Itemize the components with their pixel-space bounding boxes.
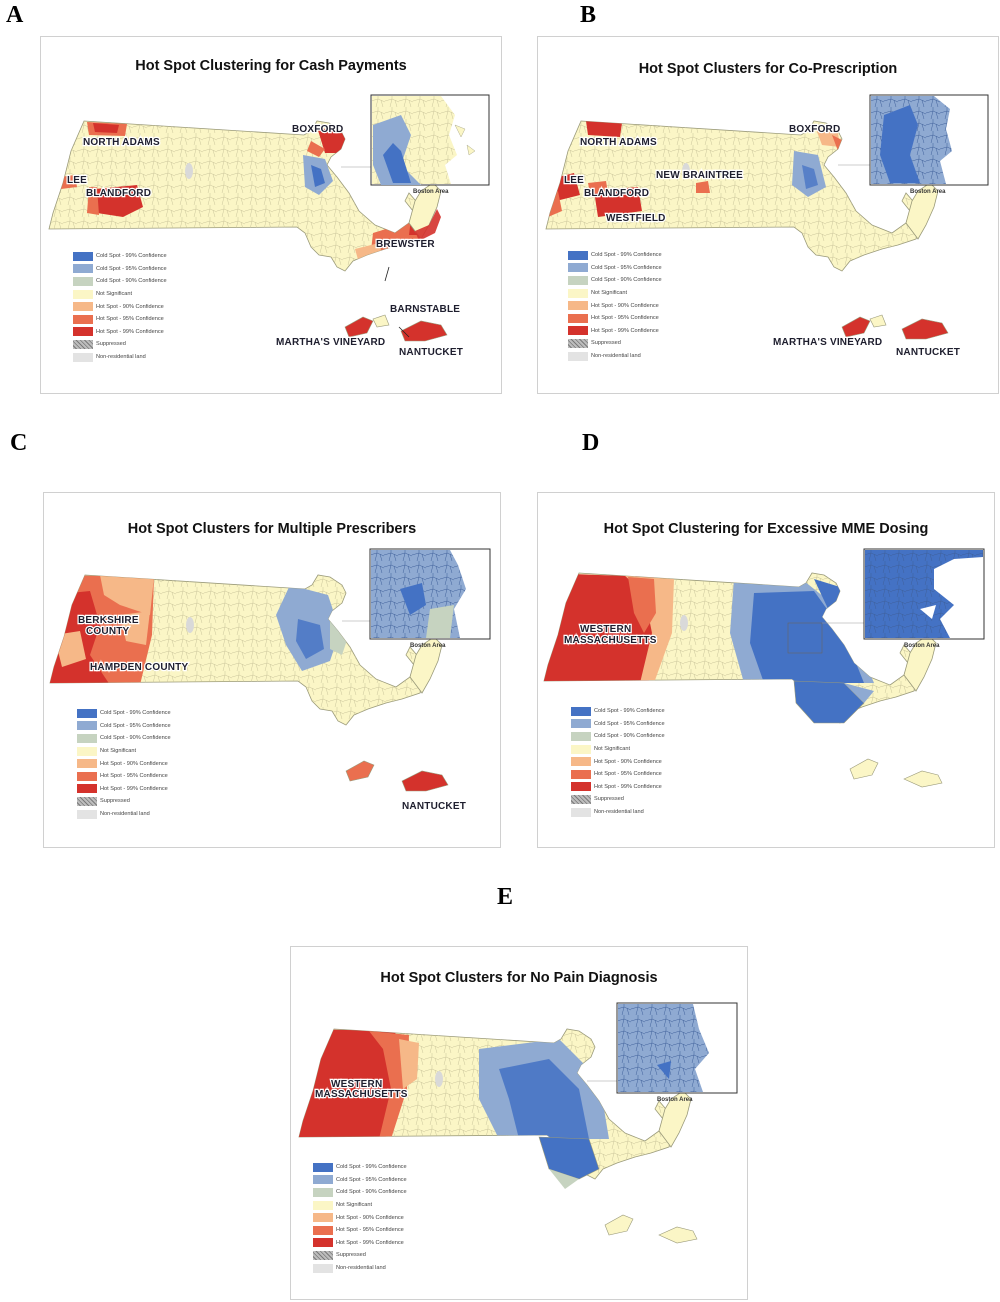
legend-swatch xyxy=(571,808,591,817)
legend-item xyxy=(571,705,665,718)
legend-item xyxy=(77,720,171,733)
legend-swatch xyxy=(571,795,591,804)
panel-b-inset-caption: Boston Area xyxy=(910,189,946,195)
panel-a-legend xyxy=(73,250,167,363)
legend-label: Hot Spot - 95% Confidence xyxy=(336,1227,404,1234)
legend-swatch xyxy=(568,276,588,285)
legend-label: Suppressed xyxy=(336,1252,366,1259)
legend-swatch xyxy=(313,1264,333,1273)
legend-label: Not Significant xyxy=(594,746,631,753)
legend-item xyxy=(313,1262,407,1275)
panel-d-label-western: WESTERN xyxy=(580,624,632,635)
panel-b-title: Hot Spot Clusters for Co-Prescription xyxy=(638,61,898,77)
panel-a-label-nantucket: NANTUCKET xyxy=(399,347,464,358)
panel-b-label-blandford: BLANDFORD xyxy=(584,188,650,199)
legend-swatch xyxy=(313,1163,333,1172)
legend-label: Non-residential land xyxy=(100,811,150,818)
panel-e-letter: E xyxy=(497,884,514,910)
panel-c-title: Hot Spot Clusters for Multiple Prescribers xyxy=(127,521,417,537)
legend-item xyxy=(73,263,167,276)
legend-swatch xyxy=(568,352,588,361)
legend-item xyxy=(571,793,665,806)
legend-item xyxy=(77,745,171,758)
legend-swatch xyxy=(77,734,97,743)
panel-b xyxy=(537,36,999,394)
panel-b-label-westfield: WESTFIELD xyxy=(606,213,666,224)
legend-label: Cold Spot - 95% Confidence xyxy=(100,722,171,729)
legend-label: Hot Spot - 99% Confidence xyxy=(96,328,164,335)
legend-swatch xyxy=(568,301,588,310)
legend-label: Hot Spot - 99% Confidence xyxy=(594,783,662,790)
legend-item xyxy=(313,1237,407,1250)
legend-item xyxy=(313,1211,407,1224)
legend-item xyxy=(77,795,171,808)
legend-item xyxy=(77,757,171,770)
legend-label: Non-residential land xyxy=(594,809,644,816)
legend-swatch xyxy=(313,1188,333,1197)
legend-swatch xyxy=(73,252,93,261)
legend-label: Hot Spot - 90% Confidence xyxy=(96,303,164,310)
panel-b-label-north-adams: NORTH ADAMS xyxy=(580,137,657,148)
panel-b-letter: B xyxy=(580,2,597,28)
panel-c-legend xyxy=(77,707,171,820)
legend-label: Not Significant xyxy=(100,748,137,755)
legend-label: Hot Spot - 90% Confidence xyxy=(336,1214,404,1221)
legend-swatch xyxy=(568,263,588,272)
panel-a-label-brewster: BREWSTER xyxy=(376,239,435,250)
legend-label: Cold Spot - 95% Confidence xyxy=(336,1176,407,1183)
legend-label: Cold Spot - 99% Confidence xyxy=(336,1164,407,1171)
legend-swatch xyxy=(77,759,97,768)
panel-c-inset-caption: Boston Area xyxy=(410,643,446,649)
legend-label: Cold Spot - 90% Confidence xyxy=(336,1189,407,1196)
legend-label: Cold Spot - 95% Confidence xyxy=(591,264,662,271)
panel-b-label-new-braintree: NEW BRAINTREE xyxy=(656,170,744,181)
panel-e-label-massachusetts: MASSACHUSETTS xyxy=(315,1089,408,1100)
legend-item xyxy=(568,299,662,312)
legend-swatch xyxy=(571,745,591,754)
legend-swatch xyxy=(73,315,93,324)
legend-item xyxy=(568,262,662,275)
legend-label: Cold Spot - 99% Confidence xyxy=(100,710,171,717)
legend-swatch xyxy=(571,719,591,728)
legend-label: Cold Spot - 90% Confidence xyxy=(591,277,662,284)
legend-label: Hot Spot - 99% Confidence xyxy=(336,1239,404,1246)
legend-swatch xyxy=(571,707,591,716)
panel-c xyxy=(43,492,501,848)
legend-item xyxy=(571,743,665,756)
legend-item xyxy=(313,1249,407,1262)
panel-a-title: Hot Spot Clustering for Cash Payments xyxy=(135,58,407,74)
legend-swatch xyxy=(571,782,591,791)
legend-item xyxy=(571,806,665,819)
legend-item xyxy=(571,755,665,768)
legend-item xyxy=(77,808,171,821)
panel-b-label-marthas-vineyard: MARTHA'S VINEYARD xyxy=(773,337,883,348)
panel-a-label-lee: LEE xyxy=(67,175,88,186)
legend-label: Hot Spot - 90% Confidence xyxy=(591,302,659,309)
legend-swatch xyxy=(571,732,591,741)
legend-swatch xyxy=(73,353,93,362)
legend-swatch xyxy=(73,327,93,336)
legend-swatch xyxy=(73,277,93,286)
legend-label: Non-residential land xyxy=(336,1265,386,1272)
legend-label: Cold Spot - 95% Confidence xyxy=(96,265,167,272)
legend-swatch xyxy=(77,797,97,806)
legend-label: Cold Spot - 90% Confidence xyxy=(96,278,167,285)
panel-d-legend xyxy=(571,705,665,818)
legend-swatch xyxy=(73,340,93,349)
legend-label: Hot Spot - 90% Confidence xyxy=(100,760,168,767)
legend-item xyxy=(73,275,167,288)
panel-c-letter: C xyxy=(10,430,28,456)
legend-swatch xyxy=(568,339,588,348)
panel-e-title: Hot Spot Clusters for No Pain Diagnosis xyxy=(380,970,658,986)
panel-b-label-lee: LEE xyxy=(564,175,585,186)
panel-c-label-county: COUNTY xyxy=(86,626,130,637)
panel-a-label-north-adams: NORTH ADAMS xyxy=(83,137,160,148)
legend-label: Hot Spot - 99% Confidence xyxy=(591,327,659,334)
legend-label: Not Significant xyxy=(591,290,628,297)
legend-label: Cold Spot - 99% Confidence xyxy=(594,708,665,715)
legend-swatch xyxy=(73,264,93,273)
panel-b-legend xyxy=(568,249,662,362)
legend-swatch xyxy=(313,1251,333,1260)
legend-swatch xyxy=(568,314,588,323)
legend-label: Cold Spot - 99% Confidence xyxy=(96,253,167,260)
panel-a-label-boxford: BOXFORD xyxy=(292,124,344,135)
panel-b-label-nantucket: NANTUCKET xyxy=(896,347,961,358)
legend-label: Suppressed xyxy=(96,341,126,348)
panel-a-inset-caption: Boston Area xyxy=(413,189,449,195)
legend-swatch xyxy=(313,1201,333,1210)
legend-swatch xyxy=(313,1175,333,1184)
legend-item xyxy=(313,1224,407,1237)
legend-label: Hot Spot - 99% Confidence xyxy=(100,785,168,792)
legend-item xyxy=(568,337,662,350)
panel-a xyxy=(40,36,502,394)
panel-d-title: Hot Spot Clustering for Excessive MME Dosing xyxy=(603,521,929,537)
legend-item xyxy=(313,1161,407,1174)
legend-swatch xyxy=(313,1213,333,1222)
legend-label: Not Significant xyxy=(96,291,133,298)
legend-swatch xyxy=(568,289,588,298)
legend-swatch xyxy=(77,721,97,730)
panel-e-label-western: WESTERN xyxy=(331,1079,383,1090)
legend-swatch xyxy=(568,326,588,335)
legend-swatch xyxy=(77,772,97,781)
legend-label: Hot Spot - 95% Confidence xyxy=(594,771,662,778)
panel-d-inset-caption: Boston Area xyxy=(904,643,940,649)
panel-e-legend xyxy=(313,1161,407,1274)
panel-b-label-boxford: BOXFORD xyxy=(789,124,841,135)
legend-item xyxy=(77,707,171,720)
legend-label: Cold Spot - 90% Confidence xyxy=(594,733,665,740)
legend-swatch xyxy=(568,251,588,260)
legend-swatch xyxy=(77,747,97,756)
legend-item xyxy=(568,350,662,363)
legend-item xyxy=(73,351,167,364)
legend-label: Hot Spot - 90% Confidence xyxy=(594,758,662,765)
legend-label: Cold Spot - 95% Confidence xyxy=(594,720,665,727)
legend-swatch xyxy=(571,770,591,779)
legend-swatch xyxy=(73,302,93,311)
legend-swatch xyxy=(77,709,97,718)
panel-c-label-hampden-county: HAMPDEN COUNTY xyxy=(90,662,189,673)
legend-label: Not Significant xyxy=(336,1202,373,1209)
legend-item xyxy=(568,287,662,300)
legend-item xyxy=(313,1186,407,1199)
legend-label: Cold Spot - 90% Confidence xyxy=(100,735,171,742)
panel-d xyxy=(537,492,995,848)
panel-c-label-berkshire: BERKSHIRE xyxy=(78,615,139,626)
legend-item xyxy=(568,249,662,262)
panel-d-letter: D xyxy=(582,430,600,456)
legend-item xyxy=(77,770,171,783)
legend-label: Suppressed xyxy=(591,340,621,347)
legend-item xyxy=(77,783,171,796)
legend-swatch xyxy=(313,1226,333,1235)
legend-item xyxy=(571,781,665,794)
panel-c-label-nantucket: NANTUCKET xyxy=(402,801,467,812)
legend-label: Non-residential land xyxy=(96,354,146,361)
legend-item xyxy=(73,338,167,351)
legend-item xyxy=(568,325,662,338)
legend-label: Suppressed xyxy=(594,796,624,803)
legend-item xyxy=(77,732,171,745)
panel-a-letter: A xyxy=(6,2,24,28)
panel-e-inset-caption: Boston Area xyxy=(657,1097,693,1103)
legend-item xyxy=(568,312,662,325)
legend-item xyxy=(73,288,167,301)
legend-item xyxy=(568,274,662,287)
legend-swatch xyxy=(571,757,591,766)
panel-a-label-marthas-vineyard: MARTHA'S VINEYARD xyxy=(276,337,386,348)
legend-label: Hot Spot - 95% Confidence xyxy=(100,773,168,780)
legend-item xyxy=(571,718,665,731)
legend-item xyxy=(571,768,665,781)
legend-label: Hot Spot - 95% Confidence xyxy=(591,315,659,322)
legend-item xyxy=(313,1199,407,1212)
legend-label: Hot Spot - 95% Confidence xyxy=(96,316,164,323)
legend-item xyxy=(73,300,167,313)
legend-item xyxy=(571,730,665,743)
legend-swatch xyxy=(313,1238,333,1247)
legend-item xyxy=(313,1174,407,1187)
legend-label: Suppressed xyxy=(100,798,130,805)
legend-label: Cold Spot - 99% Confidence xyxy=(591,252,662,259)
legend-item xyxy=(73,313,167,326)
legend-item xyxy=(73,250,167,263)
legend-swatch xyxy=(73,290,93,299)
panel-a-label-barnstable: BARNSTABLE xyxy=(390,304,461,315)
legend-swatch xyxy=(77,784,97,793)
legend-swatch xyxy=(77,810,97,819)
legend-item xyxy=(73,326,167,339)
panel-d-label-massachusetts: MASSACHUSETTS xyxy=(564,635,657,646)
legend-label: Non-residential land xyxy=(591,353,641,360)
panel-e xyxy=(290,946,748,1300)
panel-a-label-blandford: BLANDFORD xyxy=(86,188,152,199)
